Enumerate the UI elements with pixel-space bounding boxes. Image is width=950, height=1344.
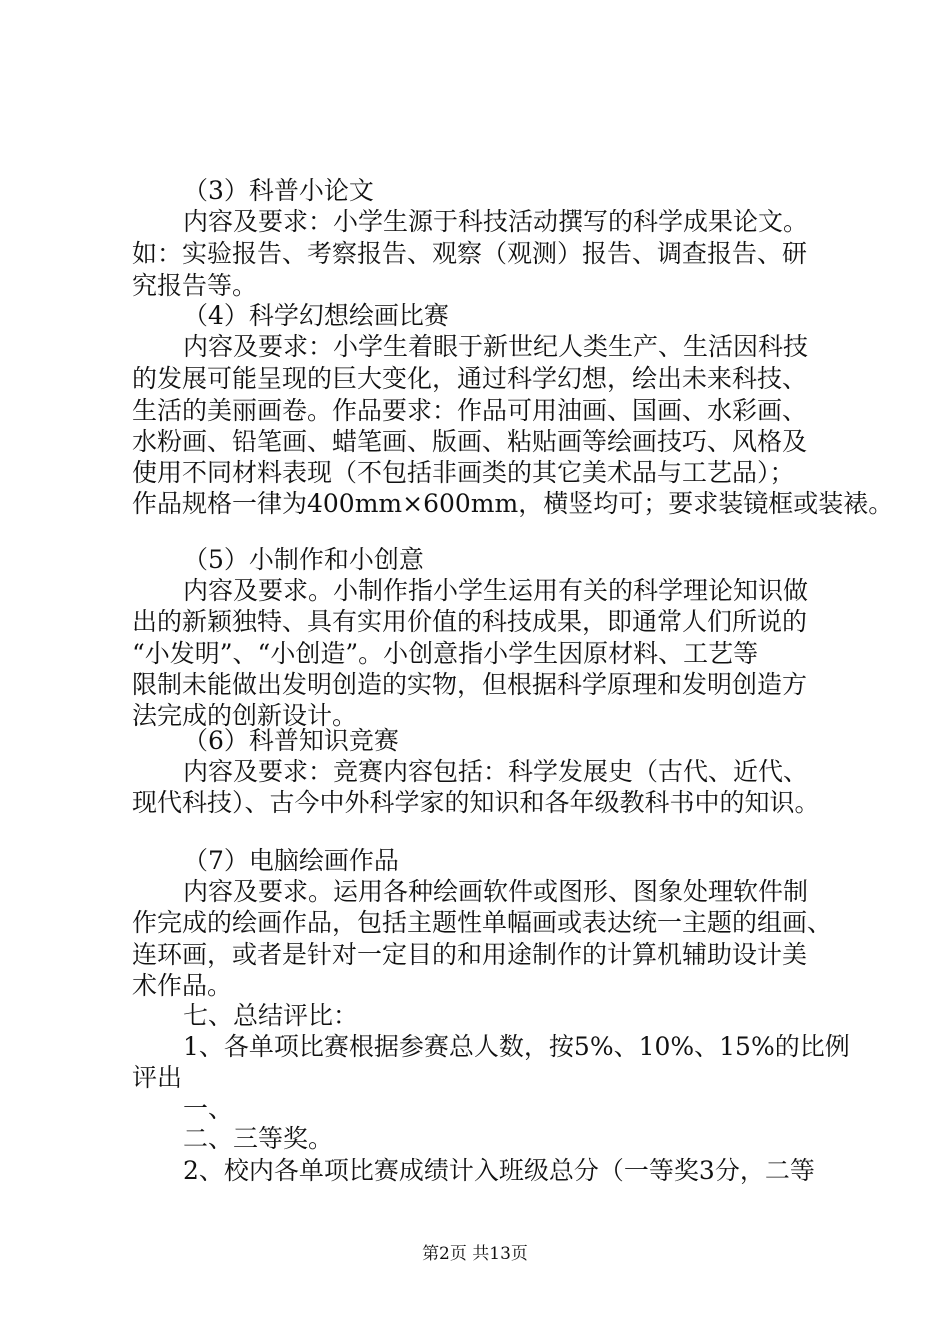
paragraph-line: 1、各单项比赛根据参赛总人数，按5%、10%、15%的比例 xyxy=(183,1032,850,1061)
paragraph-line: 内容及要求。运用各种绘画软件或图形、图象处理软件制 xyxy=(183,877,809,906)
heading-science-painting: （4）科学幻想绘画比赛 xyxy=(183,301,449,330)
paragraph-line: 术作品。 xyxy=(132,971,233,1000)
heading-summary: 七、总结评比： xyxy=(183,1001,359,1030)
paragraph-line: 生活的美丽画卷。作品要求：作品可用油画、国画、水彩画、 xyxy=(132,396,808,425)
paragraph-line: 作完成的绘画作品，包括主题性单幅画或表达统一主题的组画、 xyxy=(132,908,833,937)
paragraph-line: 内容及要求。小制作指小学生运用有关的科学理论知识做 xyxy=(183,576,809,605)
paragraph-line: 如：实验报告、考察报告、观察（观测）报告、调查报告、研 xyxy=(132,239,808,268)
paragraph-line: 内容及要求：竞赛内容包括：科学发展史（古代、近代、 xyxy=(183,757,809,786)
heading-small-invention: （5）小制作和小创意 xyxy=(183,545,424,574)
paragraph-line: 一、 xyxy=(183,1094,234,1123)
paragraph-line: 内容及要求：小学生着眼于新世纪人类生产、生活因科技 xyxy=(183,332,809,361)
heading-knowledge-contest: （6）科普知识竞赛 xyxy=(183,726,399,755)
paragraph-line: “小发明”、“小创造”。小创意指小学生因原材料、工艺等 xyxy=(132,639,759,668)
paragraph-line: 水粉画、铅笔画、蜡笔画、版画、粘贴画等绘画技巧、风格及 xyxy=(132,427,808,456)
heading-science-essay: （3）科普小论文 xyxy=(183,176,374,205)
paragraph-line: 使用不同材料表现（不包括非画类的其它美术品与工艺品）； xyxy=(132,458,795,487)
paragraph-line: 连环画，或者是针对一定目的和用途制作的计算机辅助设计美 xyxy=(132,940,808,969)
paragraph-line: 内容及要求：小学生源于科技活动撰写的科学成果论文。 xyxy=(183,207,809,236)
paragraph-line: 究报告等。 xyxy=(132,271,258,300)
paragraph-line: 作品规格一律为400mm×600mm，横竖均可；要求装镜框或装裱。 xyxy=(132,489,894,518)
paragraph-line: 限制未能做出发明创造的实物，但根据科学原理和发明创造方 xyxy=(132,670,808,699)
paragraph-line: 法完成的创新设计。 xyxy=(132,701,358,730)
paragraph-line: 现代科技）、古今中外科学家的知识和各年级教科书中的知识。 xyxy=(132,788,820,817)
paragraph-line: 的发展可能呈现的巨大变化，通过科学幻想，绘出未来科技、 xyxy=(132,364,808,393)
page-footer: 第2页 共13页 xyxy=(422,1244,528,1264)
heading-computer-painting: （7）电脑绘画作品 xyxy=(183,846,399,875)
paragraph-line: 出的新颖独特、具有实用价值的科技成果，即通常人们所说的 xyxy=(132,607,808,636)
paragraph-line: 评出 xyxy=(132,1063,183,1092)
paragraph-line: 二、三等奖。 xyxy=(183,1124,334,1153)
paragraph-line: 2、校内各单项比赛成绩计入班级总分（一等奖3分，二等 xyxy=(183,1156,815,1185)
